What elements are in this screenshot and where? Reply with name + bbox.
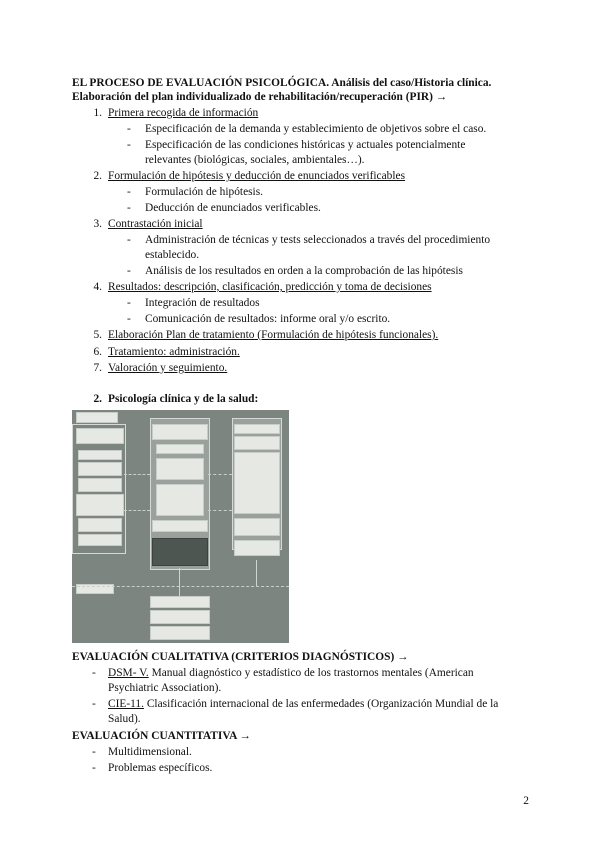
cie-description: Clasificación internacional de las enfermedades (Organización Mundial de la	[146, 698, 499, 710]
step-title: Tratamiento: administración.	[108, 346, 240, 358]
step-item: Formulación de hipótesis.	[145, 186, 264, 198]
page-subtitle: Elaboración del plan individualizado de rehabilitación/recuperación (PIR) →	[72, 91, 448, 103]
dsm-description-cont: Psychiatric Association).	[108, 682, 222, 694]
step-number: 7.	[93, 362, 102, 374]
diagram-photo	[72, 410, 289, 643]
quantitative-item: Problemas específicos.	[108, 762, 213, 774]
quantitative-item: Multidimensional.	[108, 746, 192, 758]
section-title: Psicología clínica y de la salud:	[108, 393, 259, 405]
step-title: Resultados: descripción, clasificación, predicción y toma de decisiones	[108, 281, 432, 293]
qualitative-heading: EVALUACIÓN CUALITATIVA (CRITERIOS DIAGNÓSTICOS) →	[72, 651, 409, 663]
bullet-dash: -	[127, 123, 131, 135]
step-item: Especificación de las condiciones históricas y actuales potencialmente	[145, 139, 466, 151]
cie-link[interactable]: CIE-11.	[108, 698, 144, 710]
quantitative-heading: EVALUACIÓN CUANTITATIVA →	[72, 730, 251, 742]
cie-item	[108, 697, 498, 711]
page-number: 2	[523, 795, 529, 807]
step-number: 2.	[93, 170, 102, 182]
page-title: EL PROCESO DE EVALUACIÓN PSICOLÓGICA. Análisis del caso/Historia clínica.	[72, 77, 492, 89]
step-number: 1.	[93, 107, 102, 119]
step-number: 6.	[93, 346, 102, 358]
step-title: Formulación de hipótesis y deducción de enunciados verificables	[108, 170, 406, 182]
step-item: Comunicación de resultados: informe oral y/o escrito.	[145, 313, 391, 325]
bullet-dash: -	[127, 202, 131, 214]
step-number: 5.	[93, 329, 102, 341]
bullet-dash: -	[127, 234, 131, 246]
bullet-dash: -	[127, 297, 131, 309]
step-number: 3.	[93, 218, 102, 230]
bullet-dash: -	[127, 313, 131, 325]
section-number: 2.	[93, 393, 102, 405]
bullet-dash: -	[92, 698, 96, 710]
bullet-dash: -	[92, 667, 96, 679]
dsm-link[interactable]: DSM- V.	[108, 667, 149, 679]
bullet-dash: -	[92, 762, 96, 774]
step-item: Integración de resultados	[145, 297, 260, 309]
bullet-dash: -	[127, 139, 131, 151]
dsm-description: Manual diagnóstico y estadístico de los trastornos mentales (American	[151, 667, 474, 679]
step-item: Administración de técnicas y tests seleccionados a través del procedimiento	[145, 234, 491, 246]
dsm-item	[108, 666, 474, 680]
step-title: Contrastación inicial	[108, 218, 203, 230]
step-item: establecido.	[145, 249, 200, 261]
bullet-dash: -	[127, 265, 131, 277]
step-item: Análisis de los resultados en orden a la comprobación de las hipótesis	[145, 265, 463, 277]
step-item: Deducción de enunciados verificables.	[145, 202, 321, 214]
step-title: Elaboración Plan de tratamiento (Formulación de hipótesis funcionales).	[108, 329, 439, 341]
step-item: Especificación de la demanda y establecimiento de objetivos sobre el caso.	[145, 123, 487, 135]
bullet-dash: -	[127, 186, 131, 198]
cie-description-cont: Salud).	[108, 713, 141, 725]
bullet-dash: -	[92, 746, 96, 758]
step-number: 4.	[93, 281, 102, 293]
step-title: Primera recogida de información	[108, 107, 259, 119]
step-title: Valoración y seguimiento.	[108, 362, 228, 374]
step-item: relevantes (biológicas, sociales, ambientales…).	[145, 154, 365, 166]
